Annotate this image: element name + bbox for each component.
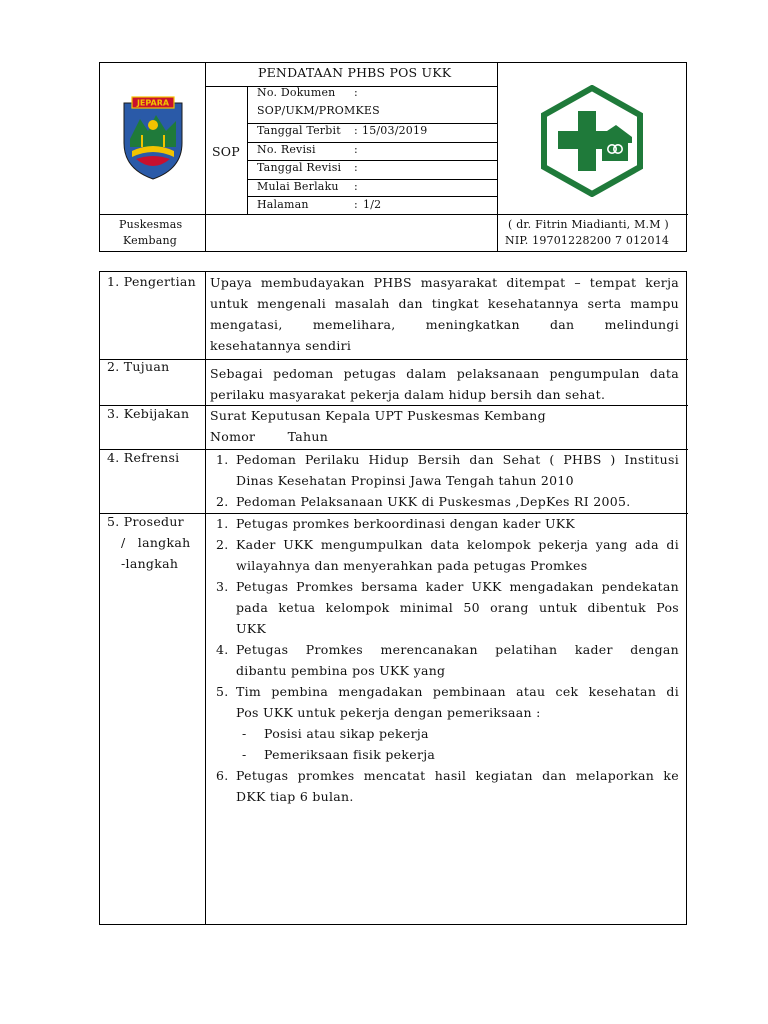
step-line: dibantu pembina pos UKK yang — [236, 663, 446, 678]
signer-nip: NIP. 19701228200 7 012014 — [505, 234, 670, 247]
step-line: Petugas Promkes merencanakan pelatihan kader dengan — [236, 642, 679, 657]
field-tanggal-terbit-value: 15/03/2019 — [362, 124, 428, 137]
field-halaman-value: 1/2 — [363, 198, 382, 211]
section-label-kebijakan: 3. Kebijakan — [107, 406, 190, 421]
kebijakan-nomor-tahun — [210, 426, 679, 447]
pengertian-line: mengatasi, memelihara, meningkatkan dan melindungi — [210, 317, 679, 332]
field-halaman-label: Halaman — [257, 198, 309, 211]
step-line: DKK tiap 6 bulan. — [236, 789, 354, 804]
pengertian-line: Upaya membudayakan PHBS masyarakat ditempat – tempat kerja — [210, 275, 679, 290]
referensi-line: Dinas Kesehatan Propinsi Jawa Tengah tahun 2010 — [236, 473, 574, 488]
field-no-revisi-label: No. Revisi — [257, 143, 316, 156]
field-no-dokumen-label: No. Dokumen — [257, 86, 336, 99]
pengertian-line: untuk mengenali masalah dan tingkat kesehatannya serta mampu — [210, 296, 679, 311]
sop-body-table — [99, 271, 687, 925]
field-tanggal-revisi-sep: : — [354, 161, 358, 174]
section-referensi — [210, 449, 679, 512]
section-label-prosedur-3: -langkah — [121, 556, 179, 571]
prosedur-step — [210, 639, 679, 681]
pengertian-line: kesehatannya sendiri — [210, 338, 352, 353]
tujuan-line: perilaku masyarakat pekerja dalam hidup bersih dan sehat. — [210, 387, 606, 402]
signer-name: ( dr. Fitrin Miadianti, M.M ) — [508, 218, 669, 231]
field-tanggal-terbit-label: Tanggal Terbit — [257, 124, 341, 137]
sop-label: SOP — [212, 144, 240, 159]
org-name-line2: Kembang — [123, 234, 177, 247]
field-no-dokumen-sep: : — [354, 86, 358, 99]
section-prosedur — [210, 513, 679, 807]
field-tanggal-terbit-sep: : — [354, 124, 358, 137]
field-doc-code: SOP/UKM/PROMKES — [257, 104, 380, 117]
referensi-line: Pedoman Pelaksanaan UKK di Puskesmas ,DepKes RI 2005. — [236, 494, 631, 509]
step-num: 3. — [216, 579, 229, 594]
step-line: Pos UKK untuk pekerja dengan pemeriksaan : — [236, 705, 541, 720]
puskesmas-logo — [540, 85, 644, 197]
referensi-num: 2. — [216, 494, 229, 509]
step-line: Kader UKK mengumpulkan data kelompok pekerja yang ada di — [236, 537, 679, 552]
step-num: 6. — [216, 768, 229, 783]
prosedur-step — [210, 681, 679, 723]
prosedur-sub-item — [210, 744, 679, 765]
step-num: 4. — [216, 642, 229, 657]
step-line: wilayahnya dan menyerahkan pada petugas Promkes — [236, 558, 588, 573]
step-line: UKK — [236, 621, 267, 636]
referensi-num: 1. — [216, 452, 229, 467]
section-label-prosedur: 5. Prosedur — [107, 514, 184, 529]
step-line: pada ketua kelompok minimal 50 orang untuk dibentuk Pos — [236, 600, 679, 615]
field-tanggal-revisi-label: Tanggal Revisi — [257, 161, 342, 174]
kebijakan-tahun: Tahun — [287, 429, 329, 444]
sub-text: Pemeriksaan fisik pekerja — [264, 747, 436, 762]
step-num: 1. — [216, 516, 229, 531]
prosedur-step — [210, 576, 679, 639]
section-label-prosedur-2: / langkah — [121, 535, 191, 550]
prosedur-step — [210, 765, 679, 807]
sub-dash: - — [242, 747, 247, 762]
kebijakan-line: Surat Keputusan Kepala UPT Puskesmas Kembang — [210, 408, 546, 423]
step-line: Petugas Promkes bersama kader UKK mengadakan pendekatan — [236, 579, 679, 594]
tujuan-line: Sebagai pedoman petugas dalam pelaksanaan pengumpulan data — [210, 366, 679, 381]
step-line: Tim pembina mengadakan pembinaan atau cek kesehatan di — [236, 684, 679, 699]
crest-text: JEPARA — [136, 98, 170, 108]
section-label-pengertian: 1. Pengertian — [107, 274, 196, 289]
section-kebijakan — [210, 405, 679, 447]
step-num: 5. — [216, 684, 229, 699]
prosedur-sub-item — [210, 723, 679, 744]
jepara-crest-logo — [118, 95, 188, 181]
referensi-line: Pedoman Perilaku Hidup Bersih dan Sehat ( PHBS ) Institusi — [236, 452, 679, 467]
sub-text: Posisi atau sikap pekerja — [264, 726, 429, 741]
step-line: Petugas promkes mencatat hasil kegiatan dan melaporkan ke — [236, 768, 679, 783]
step-line: Petugas promkes berkoordinasi dengan kader UKK — [236, 516, 576, 531]
org-name-line1: Puskesmas — [119, 218, 183, 231]
field-mulai-berlaku-label: Mulai Berlaku — [257, 180, 339, 193]
field-no-revisi-sep: : — [354, 143, 358, 156]
section-label-tujuan: 2. Tujuan — [107, 359, 170, 374]
step-num: 2. — [216, 537, 229, 552]
field-halaman-sep: : — [354, 198, 358, 211]
prosedur-step — [210, 513, 679, 534]
sop-header-table — [99, 62, 687, 252]
referensi-item — [210, 491, 679, 512]
referensi-item — [210, 449, 679, 491]
section-label-referensi: 4. Refrensi — [107, 450, 180, 465]
section-pengertian — [210, 272, 679, 356]
kebijakan-nomor: Nomor — [210, 429, 256, 444]
sub-dash: - — [242, 726, 247, 741]
prosedur-step — [210, 534, 679, 576]
section-tujuan — [210, 363, 679, 405]
page-title: PENDATAAN PHBS POS UKK — [258, 65, 452, 80]
field-mulai-berlaku-sep: : — [354, 180, 358, 193]
